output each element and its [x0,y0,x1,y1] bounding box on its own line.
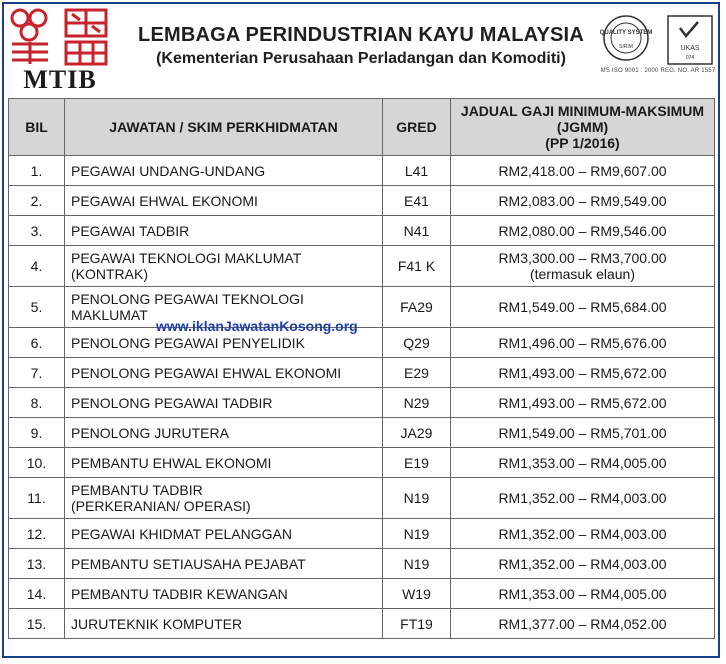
cell-gred [383,328,451,358]
cell-jawatan-text: PEGAWAI UNDANG-UNDANG [71,162,266,179]
certification-badge-icon [596,12,720,68]
cell-bil [9,519,65,549]
table-row [9,418,715,448]
cell-gaji-text: RM1,493.00 – RM5,672.00 [498,394,667,411]
col-header-gred: GRED [383,99,451,156]
table-row [9,448,715,478]
logo-text: MTIB [23,65,97,94]
cell-gaji [451,609,715,639]
cell-gaji [451,156,715,186]
cell-gred [383,549,451,579]
cell-bil [9,328,65,358]
cell-bil [9,216,65,246]
table-row [9,579,715,609]
cell-jawatan-text: PENOLONG PEGAWAI EHWAL EKONOMI [71,364,342,381]
cell-gaji-text: RM1,549.00 – RM5,684.00 [498,299,667,315]
cell-bil [9,478,65,519]
cell-gaji [451,287,715,328]
cell-jawatan [65,216,383,246]
cell-jawatan [65,579,383,609]
col-header-gaji-line2: (JGMM) [556,119,609,135]
cell-jawatan-text: PEMBANTU SETIAUSAHA PEJABAT [71,555,306,572]
cell-gred [383,609,451,639]
cell-jawatan [65,388,383,418]
cell-bil [9,609,65,639]
cell-jawatan [65,246,383,287]
cell-gaji [451,448,715,478]
cell-bil [9,388,65,418]
page-title: LEMBAGA PERINDUSTRIAN KAYU MALAYSIA [138,24,584,46]
cell-jawatan [65,519,383,549]
cell-gred-text: Q29 [403,334,430,351]
cert-left-sub: SIRIM [619,44,633,50]
col-header-jawatan: JAWATAN / SKIM PERKHIDMATAN [65,99,383,156]
cell-bil [9,287,65,328]
cert-right-label: UKAS [680,45,700,52]
cell-bil-text: 14. [26,585,47,602]
cell-gred-text: N19 [403,525,430,542]
table-row [9,216,715,246]
cell-jawatan [65,478,383,519]
table-row [9,388,715,418]
cell-jawatan [65,448,383,478]
page-subtitle: (Kementerian Perusahaan Perladangan dan Komoditi) [156,50,566,67]
cell-jawatan-text: PEGAWAI KHIDMAT PELANGGAN [71,525,292,542]
cell-jawatan-text: JURUTEKNIK KOMPUTER [71,615,243,632]
cell-gaji [451,549,715,579]
cell-gaji-text: RM1,352.00 – RM4,003.00 [498,490,667,506]
cell-gred [383,519,451,549]
cell-gred-text: W19 [402,585,431,602]
cell-gred-text: E41 [404,192,429,209]
cell-jawatan [65,358,383,388]
salary-table [8,98,715,639]
col-header-gaji-line1: JADUAL GAJI MINIMUM-MAKSIMUM [460,103,705,119]
table-row [9,328,715,358]
cell-gaji-text: RM1,352.00 – RM4,003.00 [498,525,667,542]
cell-bil [9,549,65,579]
cell-bil [9,448,65,478]
watermark-text: www.iklanJawatanKosong.org [156,318,358,334]
cell-bil-text: 11. [27,490,46,506]
cell-jawatan-text: PEGAWAI TEKNOLOGI MAKLUMAT [71,250,302,266]
cell-gaji-text: RM3,300.00 – RM3,700.00 [498,250,667,266]
col-header-gaji-line3: (PP 1/2016) [545,135,620,151]
table-row [9,156,715,186]
cell-gaji [451,388,715,418]
cell-jawatan-text: PEMBANTU TADBIR [71,482,203,498]
cell-jawatan-text: (KONTRAK) [71,266,148,282]
col-header-gaji [451,99,715,156]
cell-gred-text: FT19 [400,615,433,632]
cell-bil [9,579,65,609]
cell-bil-text: 15. [26,615,47,632]
cell-jawatan-text: PENOLONG PEGAWAI PENYELIDIK [71,334,305,351]
cell-jawatan-text: PENOLONG PEGAWAI TEKNOLOGI [71,291,304,307]
cert-right-sub: 074 [685,55,695,61]
cell-gred [383,448,451,478]
cell-gaji-text: (termasuk elaun) [529,266,636,282]
col-header-bil: BIL [9,99,65,156]
cell-bil-text: 9. [30,424,43,441]
cell-gred [383,478,451,519]
cell-gred-text: N19 [403,490,430,506]
table-row [9,519,715,549]
cell-gaji-text: RM1,549.00 – RM5,701.00 [498,424,667,441]
cell-gred [383,287,451,328]
cell-gred-text: F41 K [397,258,436,274]
cell-gaji-text: RM2,080.00 – RM9,546.00 [498,222,667,239]
cell-gaji [451,519,715,549]
cell-jawatan-text: PEMBANTU TADBIR KEWANGAN [71,585,288,602]
cell-gaji-text: RM1,493.00 – RM5,672.00 [498,364,667,381]
cell-gaji [451,418,715,448]
cell-bil [9,358,65,388]
table-row [9,287,715,328]
cell-gred-text: E29 [404,364,429,381]
cell-jawatan [65,186,383,216]
table-row [9,186,715,216]
cell-gred [383,156,451,186]
cell-jawatan [65,156,383,186]
cell-jawatan-text: PEGAWAI TADBIR [71,222,190,239]
cell-gaji-text: RM1,353.00 – RM4,005.00 [498,585,667,602]
cell-bil-text: 5. [30,299,43,315]
cell-bil-text: 13. [26,555,47,572]
cell-gaji [451,246,715,287]
cell-gred [383,246,451,287]
cell-bil-text: 4. [30,258,43,274]
table-row [9,549,715,579]
cell-bil [9,156,65,186]
cell-gaji-text: RM1,352.00 – RM4,003.00 [498,555,667,572]
cell-gred-text: N41 [403,222,430,239]
cell-bil-text: 1. [30,162,43,179]
cell-gaji-text: RM1,496.00 – RM5,676.00 [498,334,667,351]
cell-jawatan [65,418,383,448]
cell-jawatan-text: (PERKERANIAN/ OPERASI) [71,498,251,514]
cell-bil-text: 8. [30,394,43,411]
cell-bil [9,418,65,448]
cell-gaji-text: RM2,418.00 – RM9,607.00 [498,162,667,179]
cell-jawatan-text: PENOLONG PEGAWAI TADBIR [71,394,273,411]
cell-gaji [451,579,715,609]
table-header-row [9,99,715,156]
cell-bil-text: 2. [30,192,43,209]
cell-gred-text: L41 [404,162,429,179]
cell-bil-text: 7. [30,364,43,381]
cell-gred [383,358,451,388]
cell-jawatan-text: MAKLUMAT [71,307,148,323]
cell-gred [383,388,451,418]
cell-bil-text: 3. [30,222,43,239]
cell-bil [9,246,65,287]
cell-jawatan [65,549,383,579]
cell-gred-text: N29 [403,394,430,411]
cell-jawatan-text: PENOLONG JURUTERA [71,424,229,441]
cell-gaji [451,186,715,216]
cert-left-label: QUALITY SYSTEM [599,30,653,36]
cell-jawatan [65,609,383,639]
cell-gaji [451,478,715,519]
cert-note: MS ISO 9001 : 2000 REG. NO. AR 1557 [600,68,716,74]
cell-bil-text: 6. [30,334,43,351]
cell-jawatan-text: PEMBANTU EHWAL EKONOMI [71,454,272,471]
cell-jawatan-text: PEGAWAI EHWAL EKONOMI [71,192,258,209]
cell-gred-text: FA29 [400,299,433,315]
table-body [9,156,715,639]
table-row [9,246,715,287]
cell-gred [383,579,451,609]
cell-bil [9,186,65,216]
cell-gred [383,216,451,246]
cell-bil-text: 12. [26,525,47,542]
cell-gaji [451,216,715,246]
cell-gred-text: N19 [403,555,430,572]
table-row [9,478,715,519]
table-row [9,609,715,639]
cell-gaji-text: RM1,377.00 – RM4,052.00 [498,615,667,632]
cell-gaji [451,328,715,358]
mtib-emblem-icon [8,6,112,68]
cell-gaji-text: RM1,353.00 – RM4,005.00 [498,454,667,471]
cell-gaji [451,358,715,388]
cell-gred [383,186,451,216]
cell-bil-text: 10. [26,454,47,471]
table-row [9,358,715,388]
cell-gred [383,418,451,448]
cell-gaji-text: RM2,083.00 – RM9,549.00 [498,192,667,209]
cell-gred-text: JA29 [400,424,433,441]
cell-gred-text: E19 [404,454,429,471]
